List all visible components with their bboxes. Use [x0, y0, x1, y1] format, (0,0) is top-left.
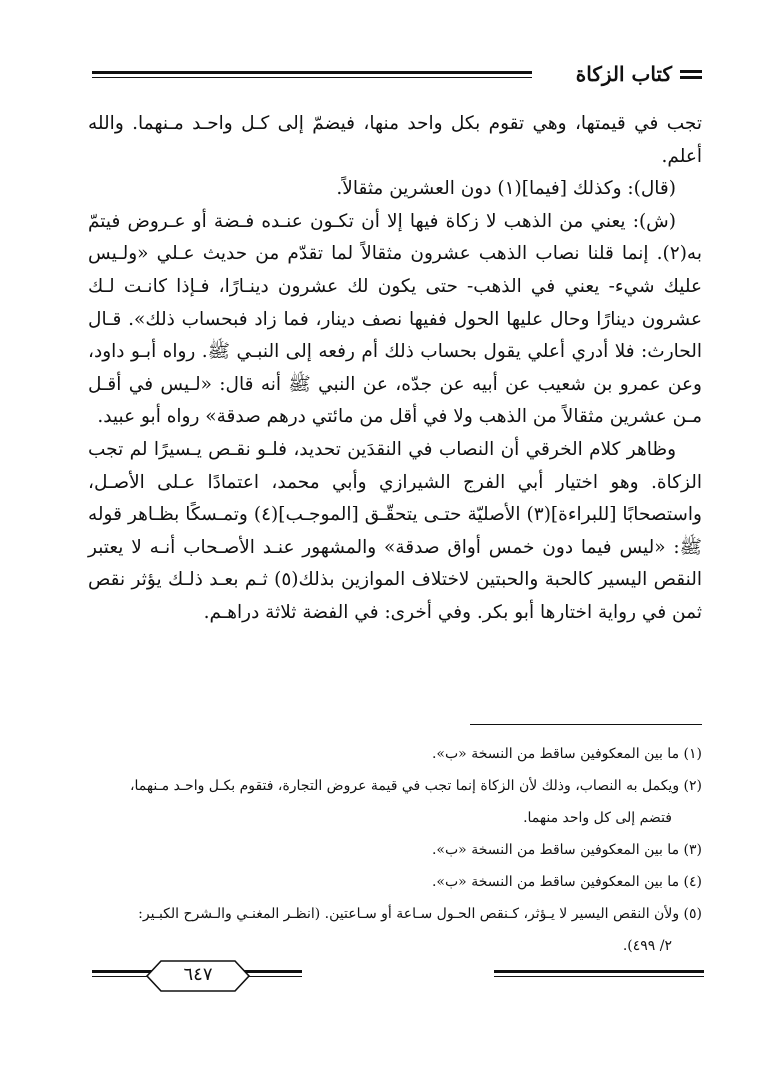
footnote-2: (٢) ويكمل به النصاب، وذلك لأن الزكاة إنما تجب في قيمة عروض التجارة، فتقوم بكـل واحـد مـنهما،: [129, 778, 702, 794]
footnote-5-continued: ٢/ ٤٩٩).: [622, 938, 672, 954]
footer-rule-right: [494, 970, 704, 977]
body-text: [88, 108, 702, 630]
paragraph-3: (ش): يعني من الذهب لا زكاة فيها إلا أن تكـون عنـده فـضة أو عـروض فيتمّ به(٢). إنما قلنا نصاب الذهب عشرون مثقالاً لما تقدّم من حديث عـلي «ولـيس عليك شيء- يعني في الذهب- حتى يكون لك عشرون دينـارًا، فـإذا كانـت لـك عشرون دينارًا وحال عليها الحول ففيها نصف دينار، فما زاد فبحساب ذلك». قـال الحارث: فلا أدري أعلي يقول بحساب ذلك أم رفعه إلى النبـي ﷺ. رواه أبـو داود، وعن عمرو بن شعيب عن أبيه عن جدّه، عن النبي ﷺ أنه قال: «لـيس في أقـل مـن عشرين مثقالاً من الذهب ولا في أقل من مائتي درهم صدقة» رواه أبو عبيد.: [88, 210, 702, 428]
footnote-5: (٥) ولأن النقص اليسير لا يـؤثر، كـنقص الحـول سـاعة أو سـاعتين. (انظـر المغنـي والـشرح الكبـير:: [138, 906, 702, 922]
header-title: كتاب الزكاة: [564, 62, 672, 86]
footnote-2-continued: فتضم إلى كل واحد منهما.: [523, 810, 672, 826]
page-footer: [92, 958, 704, 994]
page-number: ٦٤٧: [183, 964, 213, 985]
footnote-1: (١) ما بين المعكوفين ساقط من النسخة «ب».: [431, 746, 702, 762]
footnote-separator: [470, 724, 702, 725]
header-ornament: [680, 70, 702, 82]
paragraph-4: وظاهر كلام الخرقي أن النصاب في النقدَين تحديد، فلـو نقـص يـسيرًا لم تجب الزكاة. وهو اختيار أبي الفرج الشيرازي وأبي محمد، اعتمادًا عـلى الأصـل، واستصحابًا [للبراءة](٣) الأصليّة حتـى يتحقّـق [الموجـب](٤) وتمـسكًا بظـاهر قوله ﷺ: «ليس فيما دون خمس أواق صدقة» والمشهور عنـد الأصـحاب أنـه لا يعتبر النقص اليسير كالحبة والحبتين لاختلاف الموازين بذلك(٥) ثـم بعـد ذلـك يؤثر نقص ثمن في رواية اختارها أبو بكر. وفي أخرى: في الفضة ثلاثة دراهـم.: [88, 438, 703, 623]
header-rule: [92, 71, 532, 78]
footnote-3: (٣) ما بين المعكوفين ساقط من النسخة «ب».: [431, 842, 702, 858]
paragraph-2: (قال): وكذلك [فيما](١) دون العشرين مثقالاً.: [336, 178, 676, 200]
paragraph-1: تجب في قيمتها، وهي تقوم بكل واحد منها، فيضمّ إلى كـل واحـد مـنهما. والله أعلم.: [88, 113, 702, 167]
footnote-4: (٤) ما بين المعكوفين ساقط من النسخة «ب».: [431, 874, 702, 890]
footnotes: [88, 738, 702, 962]
running-header: [92, 62, 702, 88]
